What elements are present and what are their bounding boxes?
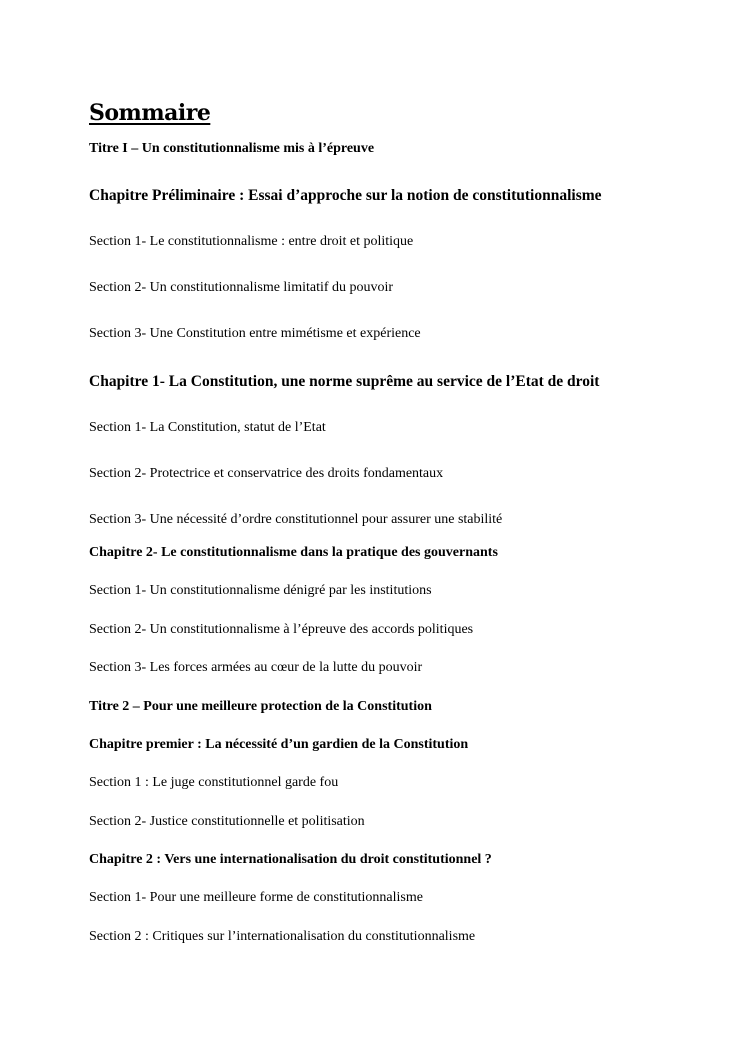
section-entry: Section 1- Le constitutionnalisme : entre droit et politique [89, 234, 414, 249]
chapter-heading: Chapitre 1- La Constitution, une norme suprême au service de l’Etat de droit [89, 373, 600, 390]
section-entry: Section 1- Pour une meilleure forme de constitutionnalisme [89, 890, 423, 905]
section-entry: Section 3- Une Constitution entre mimétisme et expérience [89, 326, 421, 341]
section-entry: Section 2- Justice constitutionnelle et politisation [89, 814, 365, 829]
titre-heading: Titre 2 – Pour une meilleure protection de la Constitution [89, 699, 432, 714]
chapter-heading: Chapitre 2- Le constitutionnalisme dans la pratique des gouvernants [89, 545, 498, 560]
section-entry: Section 1- Un constitutionnalisme dénigré par les institutions [89, 583, 432, 598]
section-entry: Section 3- Une nécessité d’ordre constitutionnel pour assurer une stabilité [89, 512, 503, 527]
section-entry: Section 2- Protectrice et conservatrice des droits fondamentaux [89, 466, 444, 481]
section-entry: Section 3- Les forces armées au cœur de la lutte du pouvoir [89, 660, 423, 675]
section-entry: Section 2- Un constitutionnalisme limitatif du pouvoir [89, 280, 394, 295]
section-entry: Section 1- La Constitution, statut de l’Etat [89, 420, 326, 435]
section-entry: Section 2 : Critiques sur l’internationalisation du constitutionnalisme [89, 929, 476, 944]
chapter-heading: Chapitre Préliminaire : Essai d’approche sur la notion de constitutionnalisme [89, 187, 602, 204]
titre-heading: Titre I – Un constitutionnalisme mis à l’épreuve [89, 141, 375, 156]
section-entry: Section 1 : Le juge constitutionnel garde fou [89, 775, 339, 790]
page-title: Sommaire [89, 100, 211, 126]
chapter-heading: Chapitre 2 : Vers une internationalisation du droit constitutionnel ? [89, 852, 492, 867]
section-entry: Section 2- Un constitutionnalisme à l’épreuve des accords politiques [89, 622, 474, 637]
chapter-heading: Chapitre premier : La nécessité d’un gardien de la Constitution [89, 737, 469, 752]
